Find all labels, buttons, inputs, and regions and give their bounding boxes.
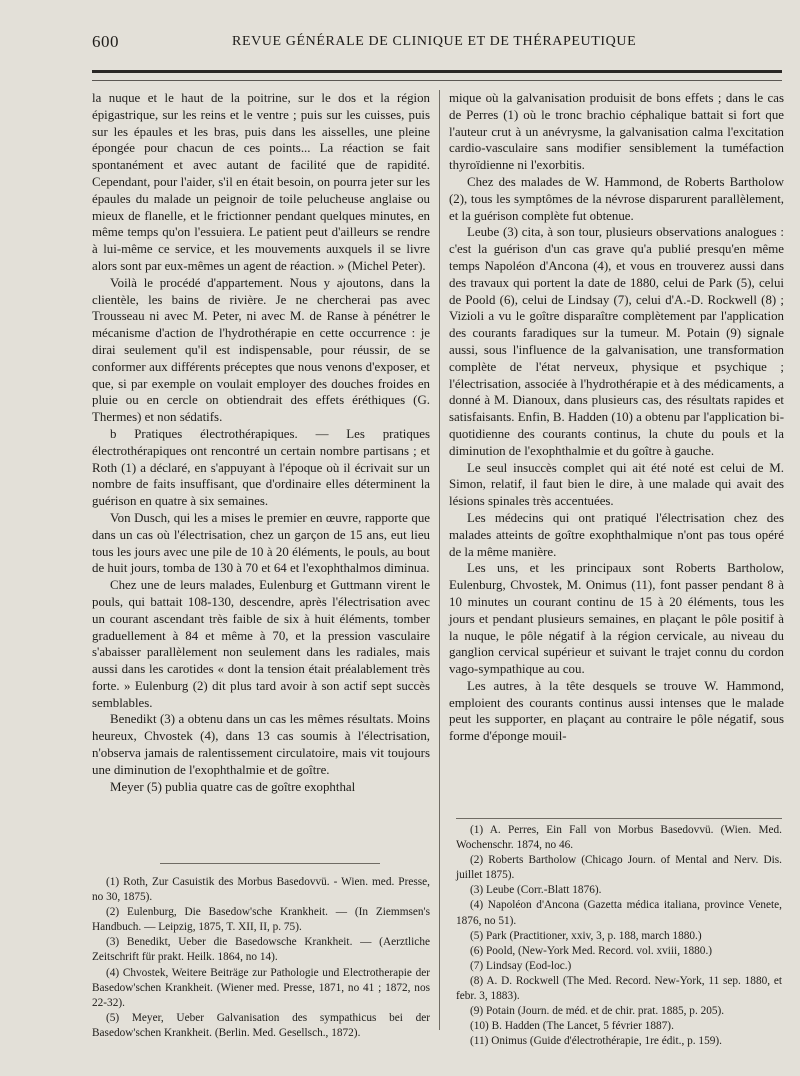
right-column — [449, 90, 784, 745]
left-paragraph-7: Meyer (5) publia quatre cas de goître exophthal — [110, 779, 356, 794]
right-paragraph-2: Chez des malades de W. Hammond, de Roberts Bartholow (2), tous les symptômes de la névrose disparurent parallèlement, et la guérison complète fut obtenue. — [449, 174, 784, 223]
footnote-left-3: (3) Benedikt, Ueber die Basedowsche Krankheit. — (Aerztliche Zeitschrift für prakt. Heilk. 1864, no 14). — [92, 936, 430, 964]
footnote-right-1: (1) A. Perres, Ein Fall von Morbus Basedovvü. (Wien. Med. Wochenschr. 1874, no 46. — [456, 824, 782, 852]
footnotes-left — [92, 875, 430, 1041]
footnote-right-5: (5) Park (Practitioner, xxiv, 3, p. 188, march 1880.) — [470, 929, 702, 942]
footnote-rule-right — [456, 818, 782, 819]
right-paragraph-6: Les uns, et les principaux sont Roberts Bartholow, Eulenburg, Chvostek, M. Onimus (11), font passer pendant 8 à 10 minutes un courant continu de 15 à 20 éléments, tous les jours et pendant plusieurs semaines, en plaçant le pôle positif à la nuque, le pôle négatif à la région cervicale, au niveau du ganglion cervical supérieur et suivant le trajet connu du cordon vago-sympathique au cou. — [449, 561, 784, 677]
header-rule-thick — [92, 70, 782, 73]
footnote-right-6: (6) Poold, (New-York Med. Record. vol. xviii, 1880.) — [470, 944, 713, 957]
header-rule-thin — [92, 80, 782, 81]
footnote-right-2: (2) Roberts Bartholow (Chicago Journ. of Mental and Nerv. Dis. juillet 1875). — [456, 854, 782, 882]
left-paragraph-6: Benedikt (3) a obtenu dans un cas les mêmes résultats. Moins heureux, Chvostek (4), dans 13 cas soumis à l'électrisation, n'observa jamais de ralentissement circulatoire, mais vit toujours une diminution de l'exophthalmie et de goître. — [92, 712, 430, 777]
footnote-left-2: (2) Eulenburg, Die Basedow'sche Krankheit. — (In Ziemmsen's Handbuch. — Leipzig, 1875, T. XII, II, p. 75). — [92, 906, 430, 934]
right-paragraph-7: Les autres, à la tête desquels se trouve W. Hammond, emploient des courants continus aussi intenses que le malade peut les supporter, en plaçant au contraire le pôle négatif, sous forme d'éponge mouil- — [449, 678, 784, 744]
footnotes-right — [456, 823, 782, 1049]
footnote-left-4: (4) Chvostek, Weitere Beiträge zur Pathologie und Electrotherapie der Basedow'schen Krankheit. (Wiener med. Presse, 1871, no 41 ; 1872, nos 22-32). — [92, 966, 430, 1009]
footnote-right-4: (4) Napoléon d'Ancona (Gazetta médica italiana, province Venete, 1876, no 51). — [456, 899, 782, 927]
left-paragraph-4: Von Dusch, qui les a mises le premier en œuvre, rapporte que dans un cas où l'électrisation, chez un garçon de 15 ans, eut lieu tous les jours avec une pile de 10 à 20 éléments, le pouls, au bout de huit jours, tomba de 130 à 70 et 64 et l'exophthalmos diminua. — [92, 510, 430, 576]
column-divider — [439, 90, 440, 1030]
left-paragraph-2: Voilà le procédé d'appartement. Nous y ajoutons, dans la clientèle, les bains de rivière. Je ne chercherai pas avec Trousseau ni avec M. Peter, ni avec M. de Ranse à pénétrer le mécanisme d'action de l'hydrothérapie en cette occurrence : je dirai seulement qu'il est indispensable, pour réussir, de se conformer aux différents préceptes que nous venons d'exposer, et que, si par exemple on voulait employer des douches froides en pluie ou en cercle on obtiendrait des effets éréthiques (G. Thermes) et non sédatifs. — [92, 275, 430, 425]
footnote-left-5: (5) Meyer, Ueber Galvanisation des sympathicus bei der Basedow'schen Krankheit. (Berlin. Med. Gesellsch., 1872). — [92, 1011, 430, 1039]
right-paragraph-3: Leube (3) cita, à son tour, plusieurs observations analogues : c'est la guérison d'un cas grave qu'a publié presqu'en même temps Napoléon d'Ancona (4), et vous en trouverez aussi dans des travaux qui portent la date de 1880, celui de Park (5), celui de Poold (6), celui de Lindsay (7), celui d'A.-D. Rockwell (8) ; Vizioli a vu le goître disparaître complètement par l'application des courants faradiques sur la tumeur. M. Potain (9) signale aussi, sous l'influence de la galvanisation, une transformation complète de l'état nerveux, physique et psychique ; l'électrisation, associée à l'hydrothérapie et à des médicaments, a donné à M. Dianoux, dans plusieurs cas, des résultats rapides et satisfaisants. Enfin, B. Hadden (10) a obtenu par l'application bi-quotidienne des courants continus, la chute du pouls et la diminution de l'exophthalmie et du goître à gauche. — [449, 225, 784, 458]
footnote-right-8: (8) A. D. Rockwell (The Med. Record. New-York, 11 sep. 1880, et febr. 3, 1883). — [456, 974, 782, 1003]
page-number: 600 — [92, 32, 119, 51]
right-paragraph-4: Le seul insuccès complet qui ait été noté est celui de M. Simon, relatif, il faut bien le dire, à une malade qui avait des lésions spinales très accentuées. — [449, 460, 784, 509]
left-paragraph-1: la nuque et le haut de la poitrine, sur le dos et la région épigastrique, sur les reins et le ventre ; puis sur les cuisses, puis sur les épaules et les bras, puis dans les aisselles, une pleine épongée pour chacun de ces points... La réaction se fait spontanément et avec autant de facilité que de rapidité. Cependant, pour l'aider, s'il en était besoin, on pourra jeter sur les épaules du malade un peignoir de toile pelucheuse anglaise ou mieux de flanelle, et le frictionner pendant quelques minutes, en même temps qu'on l'essuiera. Le patient peut d'ailleurs se rendre à lui-même ce service, et les mouvements auxquels il se livre alors sont par eux-mêmes un agent de réaction. » (Michel Peter). — [92, 91, 430, 273]
footnote-right-10: (10) B. Hadden (The Lancet, 5 février 1887). — [470, 1020, 674, 1033]
left-column — [92, 90, 430, 795]
right-paragraph-1: mique où la galvanisation produisit de bons effets ; dans le cas de Perres (1) où le tronc brachio céphalique battait si fort que l'auteur crut à un anévrysme, la galvanisation calma l'excitation cardio-vasculaire sans modifier sensiblement la tuméfaction thyroïdienne ni l'exorbitis. — [449, 91, 784, 173]
footnote-right-7: (7) Lindsay (Eod-loc.) — [470, 959, 572, 972]
running-title: REVUE GÉNÉRALE DE CLINIQUE ET DE THÉRAPEUTIQUE — [232, 34, 637, 49]
footnote-rule-left — [160, 863, 380, 864]
footnote-right-9: (9) Potain (Journ. de méd. et de chir. prat. 1885, p. 205). — [470, 1005, 725, 1018]
left-paragraph-5: Chez une de leurs malades, Eulenburg et Guttmann virent le pouls, qui battait 108-130, descendre, après l'électrisation avec un courant ascendant très faible de six à huit éléments, tomber graduellement à 84 et même à 70, et la pression vasculaire s'abaisser parallèlement non seulement dans les radiales, mais aussi dans les carotides « dont la tension était préalablement très forte. » Eulenburg (2) dit plus tard avoir à son actif sept succès semblables. — [92, 578, 430, 710]
footnote-right-11: (11) Onimus (Guide d'électrothérapie, 1re édit., p. 159). — [470, 1035, 722, 1048]
footnote-right-3: (3) Leube (Corr.-Blatt 1876). — [470, 884, 602, 897]
left-paragraph-3: b Pratiques électrothérapiques. — Les pratiques électrothérapiques ont rencontré un certain nombre partisans ; et Roth (1) a déclaré, en s'appuyant à l'époque où il écrivait sur un nombre de faits insuffisant, que d'ordinaire elles déterminent la guérison en quatre à six semaines. — [92, 426, 430, 509]
running-header — [92, 30, 784, 54]
footnote-left-1: (1) Roth, Zur Casuistik des Morbus Basedovvü. - Wien. med. Presse, no 30, 1875). — [92, 876, 430, 904]
right-paragraph-5: Les médecins qui ont pratiqué l'électrisation chez des malades atteints de goître exophthalmique n'ont pas tous opéré de la même manière. — [449, 510, 784, 559]
